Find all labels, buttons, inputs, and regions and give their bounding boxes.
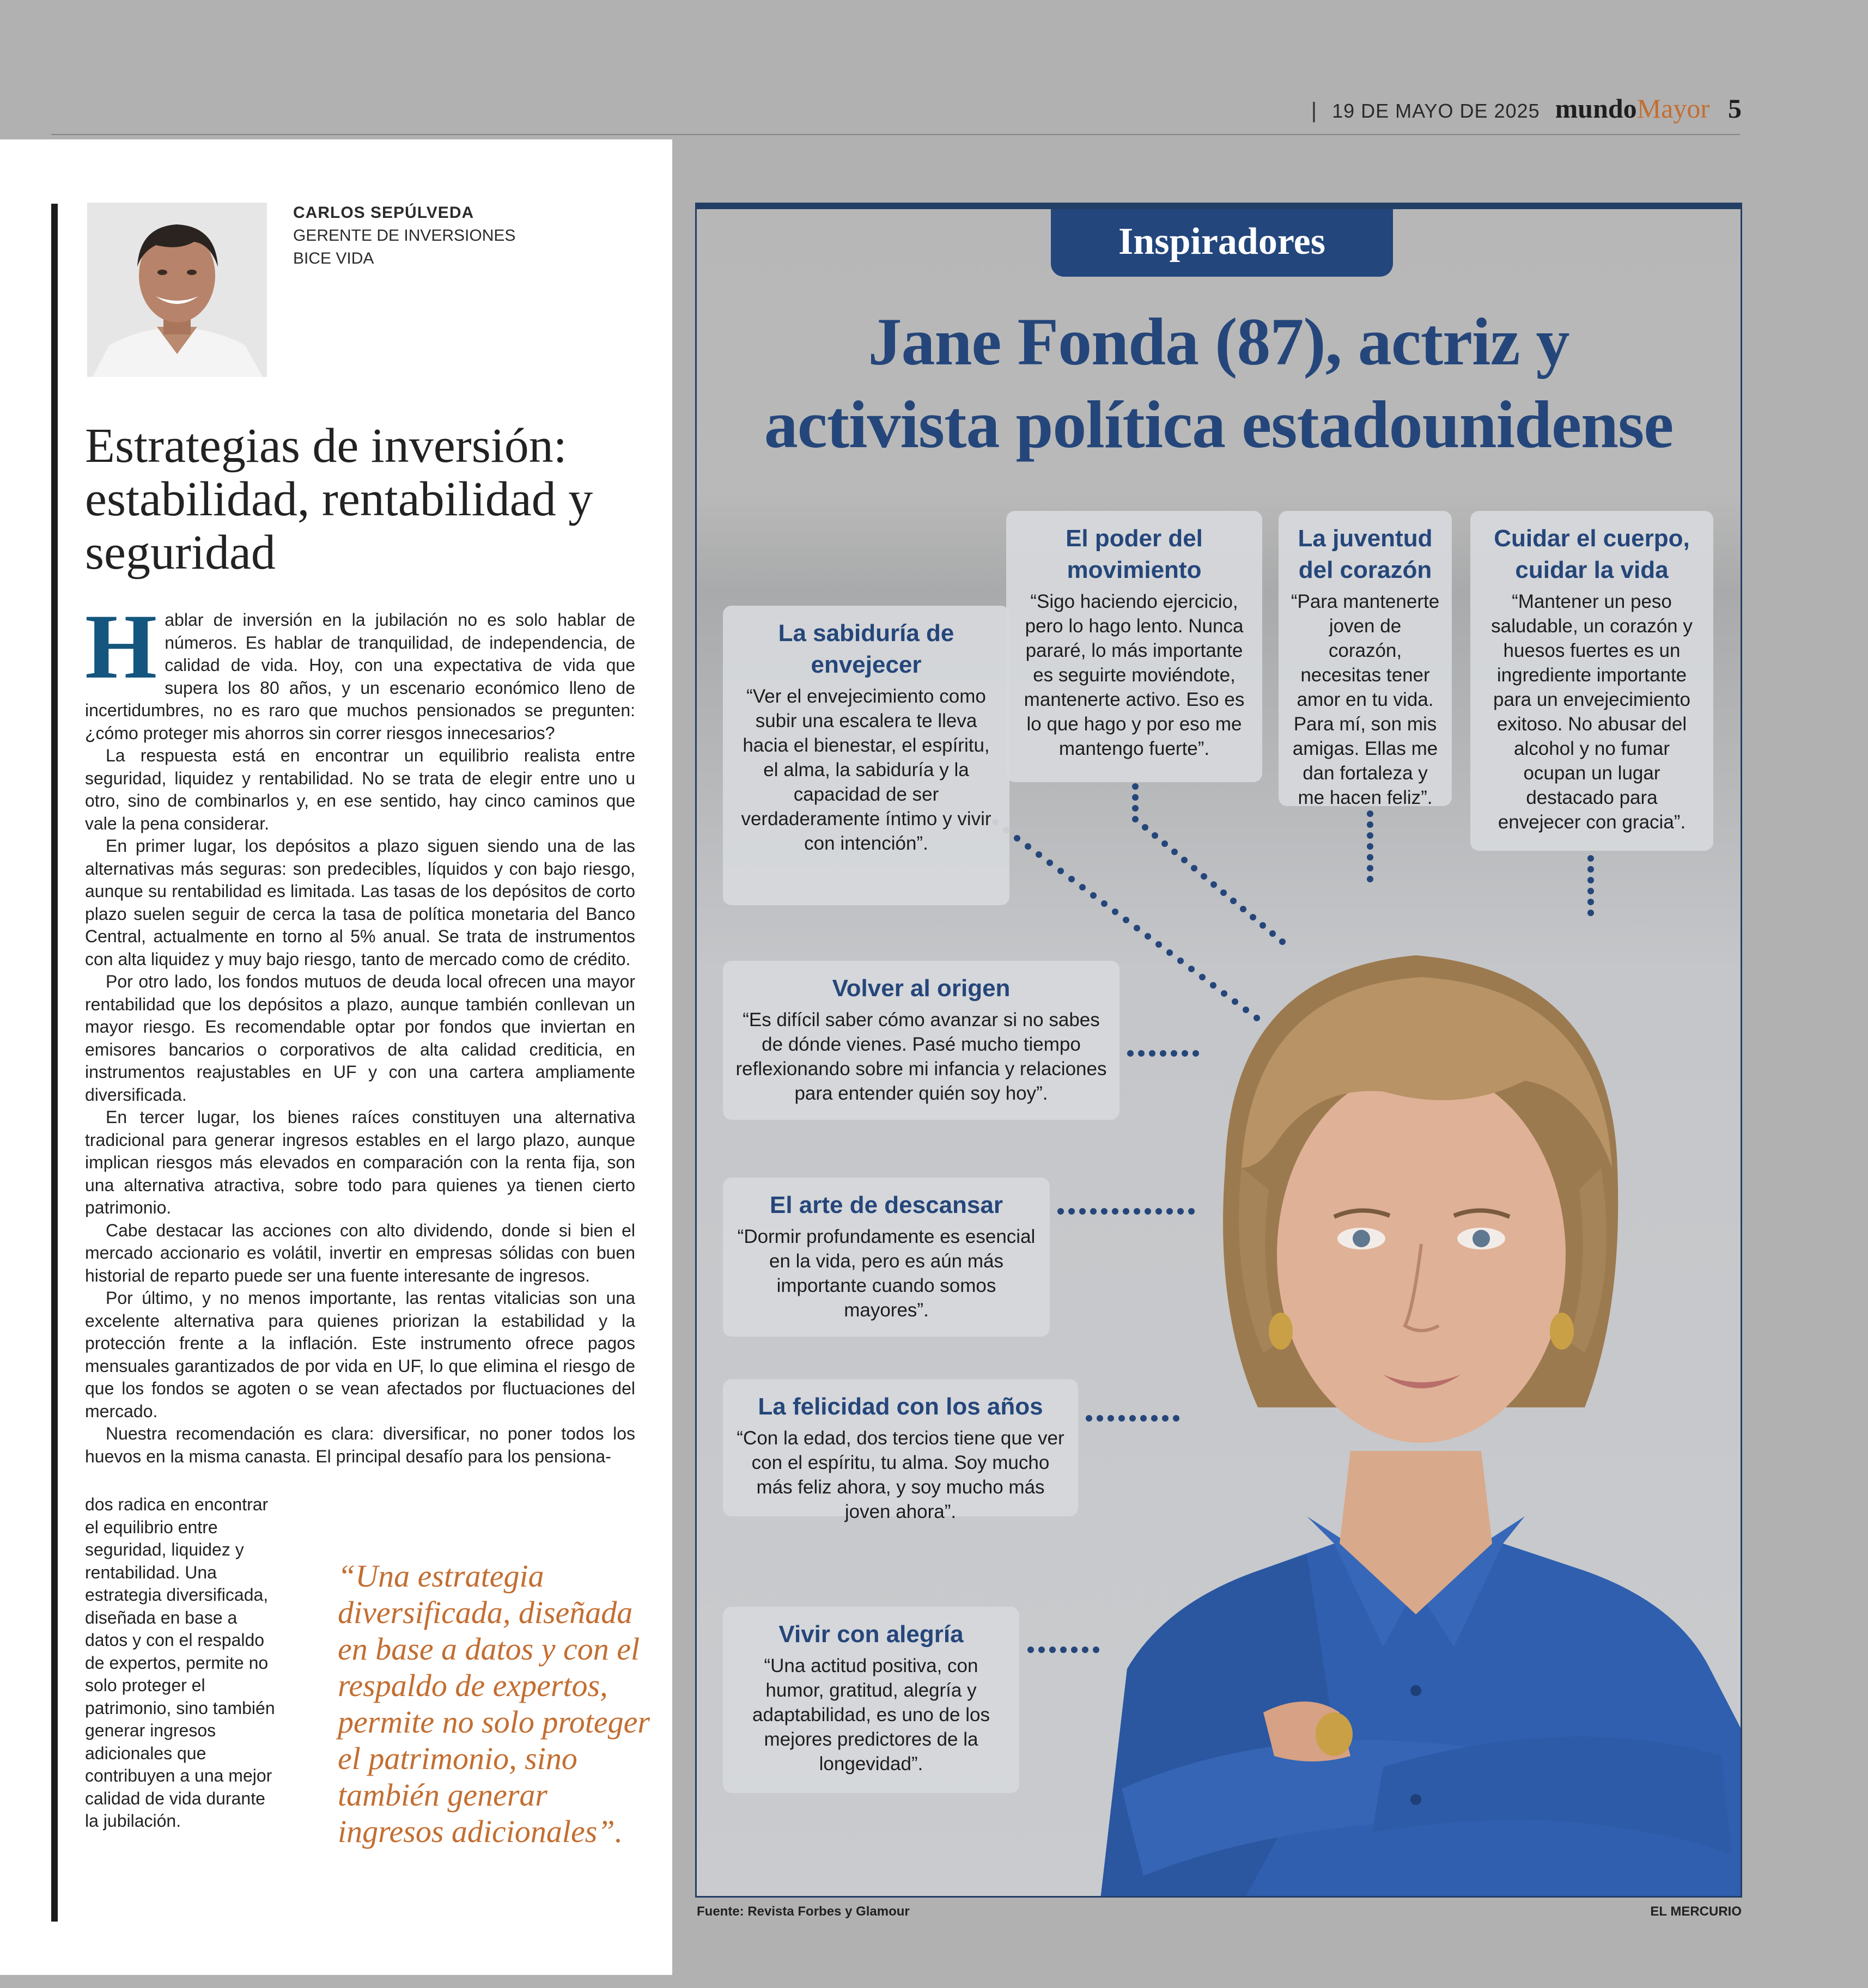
author-name: CARLOS SEPÚLVEDA xyxy=(293,204,474,222)
article-paragraph: En primer lugar, los depósitos a plazo siguen siendo una de las alternativas más seguras: son predecibles, líquidos y con bajo riesgo, aunque su rentabilidad es limitada. Las tasas de los depósitos de corto plazo suelen seguir de cerca la tasa de política monetaria del Banco Central, actualmente en torno al 5% anual. Se trata de instrumentos con alta liquidez y muy bajo riesgo, tanto de mercado como de crédito. xyxy=(85,836,635,969)
connector-dot xyxy=(1161,840,1168,847)
connector-dot xyxy=(1132,794,1139,801)
connector-dot xyxy=(1240,906,1246,912)
card-quote: “Mantener un peso saludable, un corazón y huesos fuertes es un ingrediente importante para un envejecimiento exitoso. No abusar del alcohol y no fumar ocupan un lugar destacado para envejecer con gracia”. xyxy=(1491,591,1693,833)
connector-dot xyxy=(1112,1208,1118,1215)
article-continuation: dos radica en encontrar el equilibrio entre seguridad, liquidez y rentabilidad. Una estrategia diversificada, diseñada en base a datos y con el respaldo de expertos, permite no solo proteger el patrimonio, sino también generar ingresos adicionales que contribuyen a una mejor calidad de vida durante la jubilación. xyxy=(85,1495,275,1831)
connector-dot xyxy=(1090,892,1097,899)
connector-dot xyxy=(1101,900,1108,907)
connector-dot xyxy=(1191,865,1197,871)
connector-dot xyxy=(1071,1646,1078,1653)
connector-dot xyxy=(1038,1646,1045,1653)
connector-dot xyxy=(1188,966,1195,972)
connector-dot xyxy=(1162,1415,1169,1422)
publication-date: 19 DE MAYO DE 2025 xyxy=(1332,100,1540,122)
card-quote: “Sigo haciendo ejercicio, pero lo hago lento. Nunca pararé, lo más importante es seguirte moviéndote, mantenerte activo. Eso es lo que hago y por eso me mantengo fuerte”. xyxy=(1024,591,1245,759)
connector-dot xyxy=(1201,873,1207,880)
connector-dot xyxy=(1057,868,1064,874)
quote-card-felicidad xyxy=(723,1379,1078,1522)
connector-dot xyxy=(1230,898,1237,904)
card-title: Cuidar el cuerpo, cuidar la vida xyxy=(1494,525,1690,583)
connector-dot xyxy=(1269,930,1276,937)
article-paragraph: Por otro lado, los fondos mutuos de deuda local ofrecen una mayor rentabilidad que los depósitos a plazo, aunque también conllevan un mayor riesgo. Es recomendable optar por fondos que inviertan en emisores bancarios o corporativos de alta calidad crediticia, en instrumentos reajustables en UF y con una cartera ampliamente diversificada. xyxy=(85,972,635,1105)
connector-dot xyxy=(1142,824,1148,831)
brand-logo xyxy=(1555,93,1709,124)
connector-dot xyxy=(1149,1050,1155,1057)
connector-dot xyxy=(1079,884,1086,891)
connector-dot xyxy=(1151,1415,1158,1422)
connector-dot xyxy=(1367,810,1373,817)
page-number: 5 xyxy=(1728,93,1742,124)
connector-dot xyxy=(1166,949,1173,956)
card-quote: “Con la edad, dos tercios tiene que ver con el espíritu, tu alma. Soy mucho más feliz ahora, y soy mucho más joven ahora”. xyxy=(737,1428,1064,1522)
connector-dot xyxy=(1587,888,1594,894)
card-title: La juventud del corazón xyxy=(1298,525,1433,583)
connector-dot xyxy=(1160,1050,1166,1057)
connector-dot xyxy=(1182,1050,1188,1057)
card-quote: “Ver el envejecimiento como subir una escalera te lleva hacia el bienestar, el espíritu, el alma, la sabiduría y la capacidad de ser verdaderamente íntimo y vivir con intención”. xyxy=(741,686,991,854)
connector-dot xyxy=(1132,805,1139,812)
connector-dot xyxy=(1587,877,1594,883)
connector-dot xyxy=(1171,1050,1177,1057)
card-quote: “Dormir profundamente es esencial en la vida, pero es aún más importante cuando somos mayores”. xyxy=(737,1226,1036,1321)
article-paragraph: En tercer lugar, los bienes raíces constituyen una alternativa tradicional para generar ingresos estables en el largo plazo, aunque implican riesgos más elevados en comparación con la renta fija, son una alternativa atractiva, sobre todo para quienes ya tienen cierto patrimonio. xyxy=(85,1107,635,1217)
connector-dot xyxy=(1279,938,1286,945)
author-role: GERENTE DE INVERSIONES xyxy=(293,227,516,245)
connector-dot xyxy=(1057,1208,1064,1215)
quote-card-descansar xyxy=(723,1178,1050,1337)
connector-dot xyxy=(1210,982,1216,989)
connector-dot xyxy=(1134,1208,1140,1215)
article-paragraph: Hablar de inversión en la jubilación no es solo hablar de números. Es hablar de tranquilidad, de independencia, de calidad de vida. Hoy, con una expectativa de vida que supera los 80 años, y un escenario económico lleno de incertidumbres, no es raro que muchos pensionados se pregunten: ¿cómo proteger mis ahorros sin correr riesgos innecesarios? xyxy=(85,595,635,743)
connector-dot xyxy=(1082,1646,1088,1653)
connector-dot xyxy=(1112,908,1118,915)
connector-dot xyxy=(1140,1415,1147,1422)
connector-dot xyxy=(1025,843,1031,850)
quote-card-cuerpo xyxy=(1470,511,1713,851)
author-company: BICE VIDA xyxy=(293,249,374,267)
connector-dot xyxy=(1090,1208,1097,1215)
connector-dot xyxy=(1259,922,1266,929)
article-paragraph: Cabe destacar las acciones con alto dividendo, donde si bien el mercado accionario es volátil, invertir en empresas sólidas con buen historial de reparto puede ser una fuente interesante de ingresos. xyxy=(85,1220,635,1285)
connector-dot xyxy=(1254,1015,1260,1021)
connector-dot xyxy=(1036,851,1042,858)
connector-dot xyxy=(1046,859,1053,866)
card-quote: “Para mantenerte joven de corazón, necesitas tener amor en tu vida. Para mí, son mis amigas. Ellas me dan fortaleza y me hacen feliz”. xyxy=(1291,591,1440,808)
connector-dot xyxy=(1171,849,1178,855)
connector-dot xyxy=(1367,843,1373,850)
connector-dot xyxy=(1145,1208,1151,1215)
connector-dot xyxy=(1152,832,1158,839)
infographic-credit: EL MERCURIO xyxy=(1650,1904,1742,1919)
connector-dot xyxy=(1049,1646,1056,1653)
brand-part2: Mayor xyxy=(1636,93,1709,124)
connector-dot xyxy=(1101,1208,1108,1215)
article-headline: Estrategias de inversión: estabilidad, rentabilidad y seguridad xyxy=(85,419,593,580)
connector-dot xyxy=(1367,865,1373,871)
connector-dot xyxy=(1123,1208,1129,1215)
connector-dot xyxy=(1132,783,1139,790)
connector-dot xyxy=(1192,1050,1199,1057)
connector-dot xyxy=(1138,1050,1145,1057)
article-paragraph: Nuestra recomendación es clara: diversificar, no poner todos los huevos en la misma canasta. El principal desafío para los pensiona- xyxy=(85,1424,635,1466)
connector-dot xyxy=(1097,1415,1103,1422)
title-line-1: Jane Fonda (87), actriz y xyxy=(868,304,1569,379)
page-header xyxy=(1311,93,1742,124)
connector-dot xyxy=(1129,1415,1136,1422)
connector-dot xyxy=(1243,1007,1249,1013)
header-divider xyxy=(51,134,1740,135)
connector-dot xyxy=(1367,821,1373,828)
connector-dot xyxy=(1145,933,1151,940)
connector-dot xyxy=(1127,1050,1134,1057)
connector-dot xyxy=(1221,990,1227,997)
connector-dot xyxy=(1587,866,1594,873)
connector-dot xyxy=(1367,876,1373,882)
title-line-2: activista política estadounidense xyxy=(764,387,1674,462)
connector-dot xyxy=(1155,1208,1162,1215)
article-body xyxy=(85,595,635,1468)
connector-dot xyxy=(1173,1415,1179,1422)
connector-dot xyxy=(1014,835,1020,841)
article-paragraph: Por último, y no menos importante, las rentas vitalicias son una excelente alternativa para quienes priorizan la estabilidad y la protección frente a la inflación. Este instrumento ofrece pagos mensuales garantizados de por vida en UF, lo que elimina el riesgo de que los fondos se agoten o se vean afectados por fluctuaciones del mercado. xyxy=(85,1288,635,1421)
card-title: Volver al origen xyxy=(832,975,1011,1002)
connector-dot xyxy=(1220,889,1227,896)
card-quote: “Una actitud positiva, con humor, gratitud, alegría y adaptabilidad, es uno de los mejores predictores de la longevidad”. xyxy=(752,1655,990,1774)
connector-dot xyxy=(1177,1208,1184,1215)
connector-dot xyxy=(1123,917,1129,923)
connector-dot xyxy=(1177,958,1184,964)
connector-dot xyxy=(1079,1208,1086,1215)
infographic-source: Fuente: Revista Forbes y Glamour xyxy=(697,1904,910,1919)
card-title: Vivir con alegría xyxy=(778,1621,964,1648)
connector-dot xyxy=(1250,914,1256,920)
connector-dot xyxy=(1587,855,1594,862)
infographic xyxy=(695,203,1742,1898)
quote-card-origen xyxy=(723,961,1119,1120)
author-byline xyxy=(293,202,515,270)
quote-card-movimiento xyxy=(1006,511,1262,782)
connector-dot xyxy=(1132,816,1139,822)
brand-part1: mundo xyxy=(1555,93,1637,124)
connector-dot xyxy=(1093,1646,1099,1653)
pull-quote: “Una estrategia diversificada, diseñada en base a datos y con el respaldo de expertos, permite no solo proteger el patrimonio, sino también generar ingresos adicionales”. xyxy=(338,1558,650,1849)
connector-dot xyxy=(1068,876,1075,882)
connector-dot xyxy=(1188,1208,1195,1215)
connector-dot xyxy=(1367,854,1373,861)
connector-dot xyxy=(1210,881,1217,888)
connector-dot xyxy=(1199,974,1206,980)
card-title: El arte de descansar xyxy=(769,1192,1003,1218)
author-photo xyxy=(87,203,267,377)
quote-card-juventud xyxy=(1279,511,1452,806)
section-tag: Inspiradores xyxy=(1051,209,1393,277)
connector-dot xyxy=(1086,1415,1092,1422)
connector-dot xyxy=(1166,1208,1173,1215)
connector-dot xyxy=(1367,832,1373,839)
article-paragraph: La respuesta está en encontrar un equilibrio realista entre seguridad, liquidez y rentabilidad. No se trata de elegir entre uno u otro, sino de combinarlos y, en ese sentido, hay cinco caminos que vale la pena considerar. xyxy=(85,746,635,833)
card-title: La felicidad con los años xyxy=(758,1393,1043,1420)
connector-dot xyxy=(1587,910,1594,916)
connector-dot xyxy=(1134,925,1140,931)
connector-dot xyxy=(1181,857,1188,863)
header-separator: | xyxy=(1311,99,1317,123)
card-title: El poder del movimiento xyxy=(1066,525,1203,583)
connector-dot xyxy=(1108,1415,1114,1422)
connector-dot xyxy=(1155,941,1162,948)
connector-dot xyxy=(1027,1646,1034,1653)
connector-dot xyxy=(1118,1415,1125,1422)
column-accent-bar xyxy=(51,204,58,1922)
drop-cap: H xyxy=(85,595,157,698)
quote-card-sabiduria xyxy=(723,606,1009,905)
quote-card-alegria xyxy=(723,1607,1019,1793)
card-quote: “Es difícil saber cómo avanzar si no sabes de dónde vienes. Pasé mucho tiempo reflexionando sobre mi infancia y relaciones para entender quién soy hoy”. xyxy=(735,1009,1107,1104)
card-title: La sabiduría de envejecer xyxy=(778,620,954,678)
connector-dot xyxy=(1068,1208,1075,1215)
connector-dot xyxy=(1060,1646,1067,1653)
connector-dot xyxy=(1232,998,1238,1005)
connector-dot xyxy=(1587,899,1594,905)
